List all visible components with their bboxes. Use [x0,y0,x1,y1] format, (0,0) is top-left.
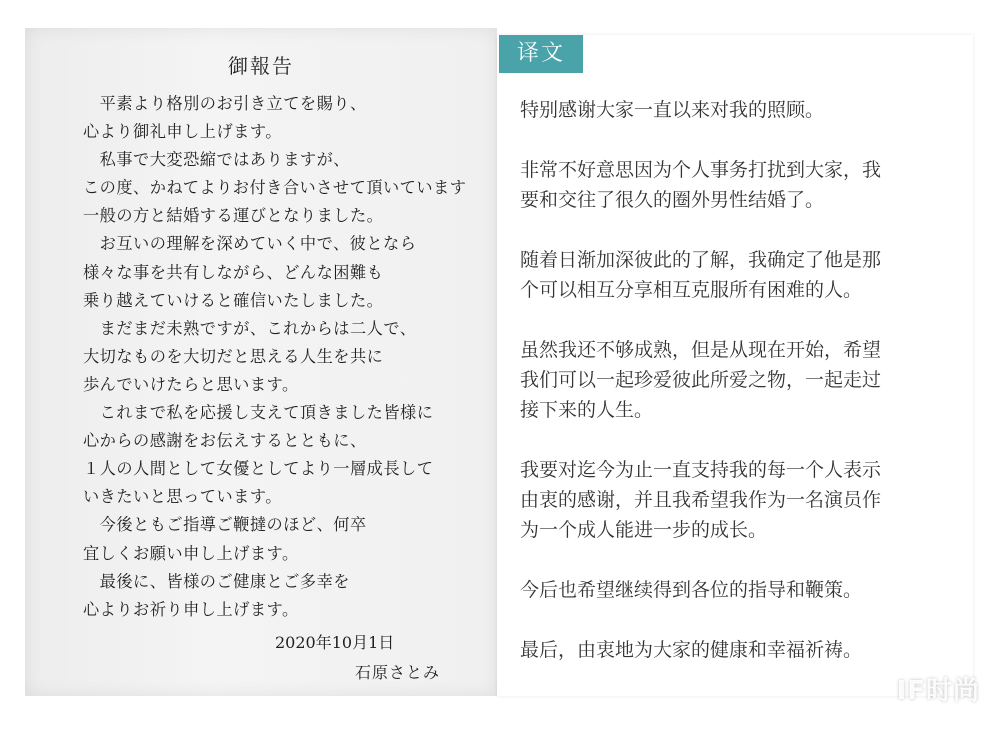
letter-body [83,90,483,624]
letter-signature: 石原さとみ [355,663,441,682]
letter-line: この度、かねてよりお付き合いさせて頂いています [83,178,467,198]
translation-line: 要和交往了很久的圈外男性结婚了。 [520,189,825,211]
translation-line: 由衷的感谢，并且我希望我作为一名演员作 [520,489,882,511]
translation-line: 虽然我还不够成熟，但是从现在开始，希望 [520,339,882,361]
translation-line: 我要对迄今为止一直支持我的每一个人表示 [520,459,882,481]
translation-body [520,95,960,695]
letter-line: 心より御礼申し上げます。 [83,122,282,142]
letter-line: １人の人間として女優としてより一層成長して [83,459,434,479]
translation-line: 为一个成人能进一步的成长。 [520,519,768,541]
translation-line: 我们可以一起珍爱彼此所爱之物，一起走过 [520,369,882,391]
letter-line: 乗り越えていけると確信いたしました。 [83,290,384,310]
letter-title: 御報告 [228,54,294,78]
letter-line: 心よりお祈り申し上げます。 [83,599,299,619]
letter-line: 平素より格別のお引き立てを賜り、 [83,94,367,113]
letter-line: 心からの感謝をお伝えするとともに、 [83,431,367,451]
translation-header: 译文 [499,35,583,73]
translation-line: 接下来的人生。 [520,399,654,421]
letter-line: 宜しくお願い申し上げます。 [83,543,299,563]
translation-line: 个可以相互分享相互克服所有困难的人。 [520,279,863,301]
translation-line: 今后也希望继续得到各位的指导和鞭策。 [520,579,863,601]
watermark-logo: IF时尚 [896,676,980,706]
letter-line: 様々な事を共有しながら、どんな困難も [83,262,384,282]
translation-paragraph [520,635,960,665]
translation-paragraph [520,575,960,605]
translation-paragraph [520,95,960,125]
letter-line: お互いの理解を深めていく中で、彼となら [83,234,417,254]
handwritten-letter [25,28,497,696]
translation-paragraph [520,455,960,545]
translation-paragraph [520,155,960,215]
translation-line: 特别感谢大家一直以来对我的照顾。 [520,99,825,121]
letter-line: 大切なものを大切だと思える人生を共に [83,346,384,366]
letter-line: 一般の方と結婚する運びとなりました。 [83,206,384,226]
letter-line: 今後ともご指導ご鞭撻のほど、何卒 [83,515,367,535]
letter-line: いきたいと思っています。 [83,487,282,507]
letter-line: 最後に、皆様のご健康とご多幸を [83,571,350,591]
translation-line: 非常不好意思因为个人事务打扰到大家，我 [520,159,882,181]
translation-line: 随着日渐加深彼此的了解，我确定了他是那 [520,249,882,271]
translation-paragraph [520,335,960,425]
letter-line: 歩んでいけたらと思います。 [83,374,299,394]
letter-line: 私事で大変恐縮ではありますが、 [83,150,350,170]
translation-paragraph [520,245,960,305]
translation-panel [497,35,973,696]
letter-line: まだまだ未熟ですが、これからは二人で、 [83,318,417,338]
letter-line: これまで私を応援し支えて頂きました皆様に [83,403,434,423]
letter-date: 2020年10月1日 [275,633,395,652]
translation-line: 最后，由衷地为大家的健康和幸福祈祷。 [520,639,863,661]
